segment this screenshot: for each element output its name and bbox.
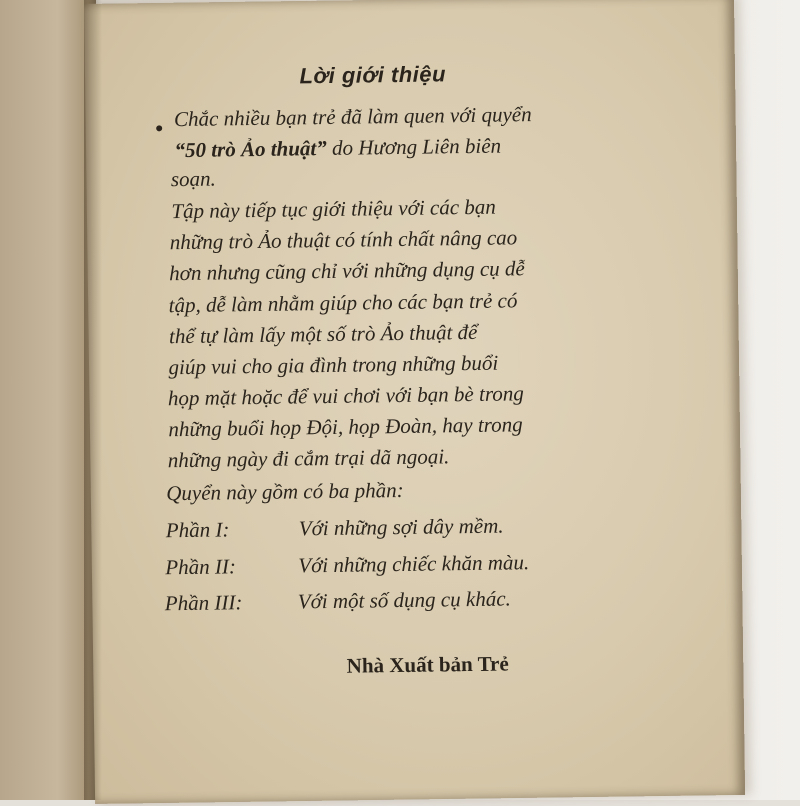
intro-line-2 (174, 133, 502, 163)
parts-intro: Quyển này gồm có ba phần: (166, 477, 404, 506)
part-label: Phần III: (164, 590, 243, 616)
part-text: Với những chiếc khăn màu. (298, 550, 530, 578)
body-line: những trò Ảo thuật có tính chất nâng cao (169, 225, 518, 255)
body-line: những ngày đi cắm trại dã ngoại. (167, 444, 450, 473)
body-line: hơn nhưng cũng chỉ với những dụng cụ dễ (169, 256, 525, 286)
body-line: thể tự làm lấy một số trò Ảo thuật để (168, 319, 478, 349)
part-label: Phần II: (165, 554, 237, 580)
intro-line-3: soạn. (170, 166, 216, 192)
part-text: Với một số dụng cụ khác. (297, 586, 511, 614)
page-heading: Lời giới thiệu (299, 61, 447, 89)
body-line: Tập này tiếp tục giới thiệu với các bạn (171, 194, 496, 224)
body-line: những buổi họp Đội, họp Đoàn, hay trong (168, 412, 523, 442)
part-text: Với những sợi dây mềm. (298, 513, 504, 541)
body-line: họp mặt hoặc để vui chơi với bạn bè trong (167, 381, 524, 411)
body-line: giúp vui cho gia đình trong những buổi (168, 350, 499, 380)
bullet-mark (156, 125, 162, 131)
intro-line-2-rest: do Hương Liên biên (326, 133, 502, 160)
book-title: “50 trò Ảo thuật” (174, 135, 327, 163)
intro-line-1: Chắc nhiều bạn trẻ đã làm quen với quyển (173, 102, 532, 132)
part-label: Phần I: (165, 517, 230, 543)
publisher-name: Nhà Xuất bản Trẻ (346, 651, 509, 678)
body-line: tập, dễ làm nhằm giúp cho các bạn trẻ có (168, 288, 518, 318)
